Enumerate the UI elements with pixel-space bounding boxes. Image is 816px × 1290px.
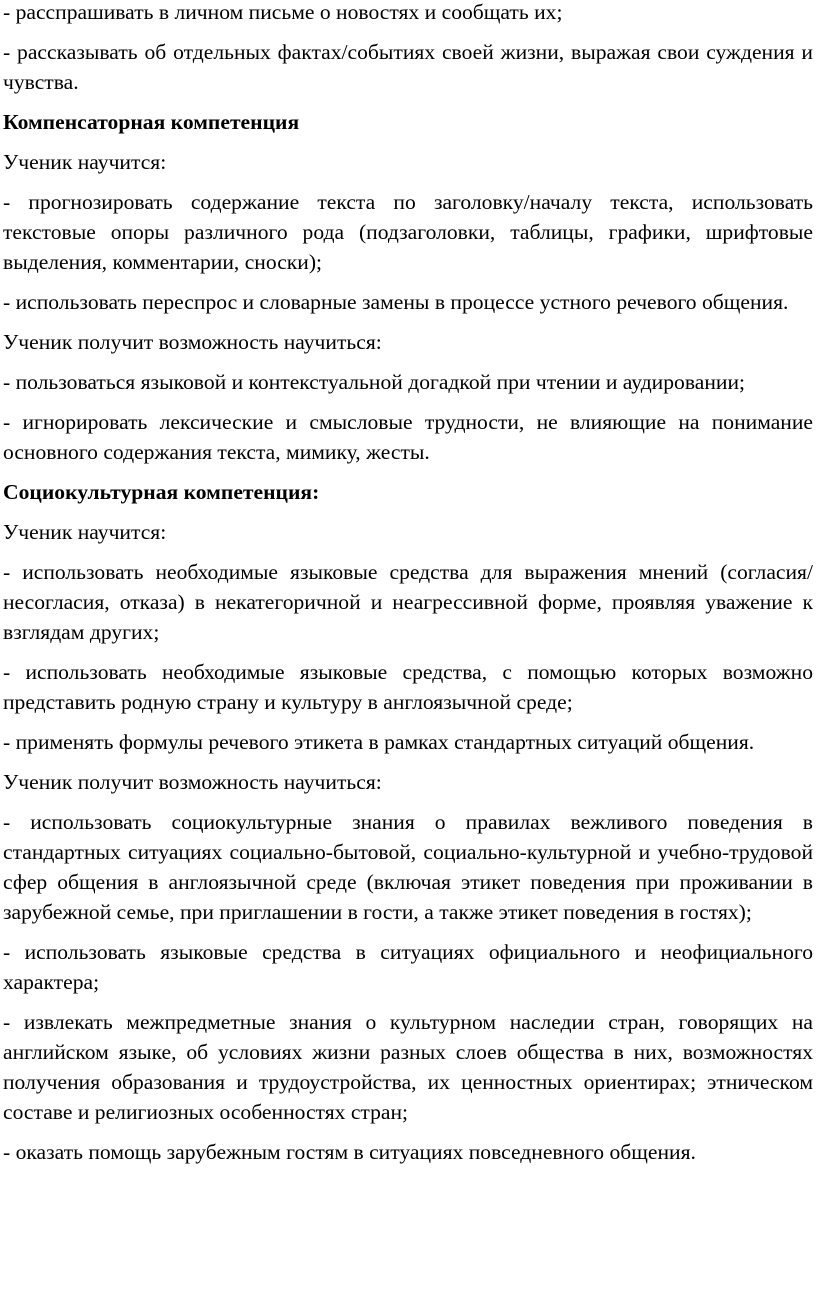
section-heading: Социокультурная компетенция: [3, 480, 320, 504]
list-item: - использовать необходимые языковые средства для выражения мнений (согласия/несогласия, отказа) в некатегоричной и неагрессивной форме, проявляя уважение к взглядам других; [3, 560, 813, 644]
paragraph: Ученик научится: [3, 520, 167, 544]
list-item: - игнорировать лексические и смысловые трудности, не влияющие на понимание основного содержания текста, мимику, жесты. [3, 410, 813, 464]
list-item: - прогнозировать содержание текста по заголовку/началу текста, использовать текстовые опоры различного рода (подзаголовки, таблицы, графики, шрифтовые выделения, комментарии, сноски); [3, 190, 813, 274]
list-item: - пользоваться языковой и контекстуальной догадкой при чтении и аудировании; [3, 370, 745, 394]
list-item: - использовать языковые средства в ситуациях официального и неофициального характера; [3, 940, 813, 994]
paragraph: Ученик научится: [3, 150, 167, 174]
list-item: - использовать социокультурные знания о правилах вежливого поведения в стандартных ситуациях социально-бытовой, социально-культурной и учебно-трудовой сфер общения в англоязычной среде (включая этикет поведения при проживании в зарубежной семье, при приглашении в гости, а также этикет поведения в гостях); [3, 810, 813, 924]
list-item: - рассказывать об отдельных фактах/событиях своей жизни, выражая свои суждения и чувства. [3, 40, 813, 94]
list-item: - использовать необходимые языковые средства, с помощью которых возможно представить родную страну и культуру в англоязычной среде; [3, 660, 813, 714]
section-heading: Компенсаторная компетенция [3, 110, 300, 134]
paragraph: Ученик получит возможность научиться: [3, 330, 382, 354]
list-item: - использовать переспрос и словарные замены в процессе устного речевого общения. [3, 290, 789, 314]
list-item: - расспрашивать в личном письме о новостях и сообщать их; [3, 0, 563, 24]
list-item: - извлекать межпредметные знания о культурном наследии стран, говорящих на английском языке, об условиях жизни разных слоев общества в них, возможностях получения образования и трудоустройства, их ценностных ориентирах; этническом составе и религиозных особенностях стран; [3, 1010, 813, 1124]
paragraph: Ученик получит возможность научиться: [3, 770, 382, 794]
list-item: - оказать помощь зарубежным гостям в ситуациях повседневного общения. [3, 1140, 696, 1164]
list-item: - применять формулы речевого этикета в рамках стандартных ситуаций общения. [3, 730, 755, 754]
